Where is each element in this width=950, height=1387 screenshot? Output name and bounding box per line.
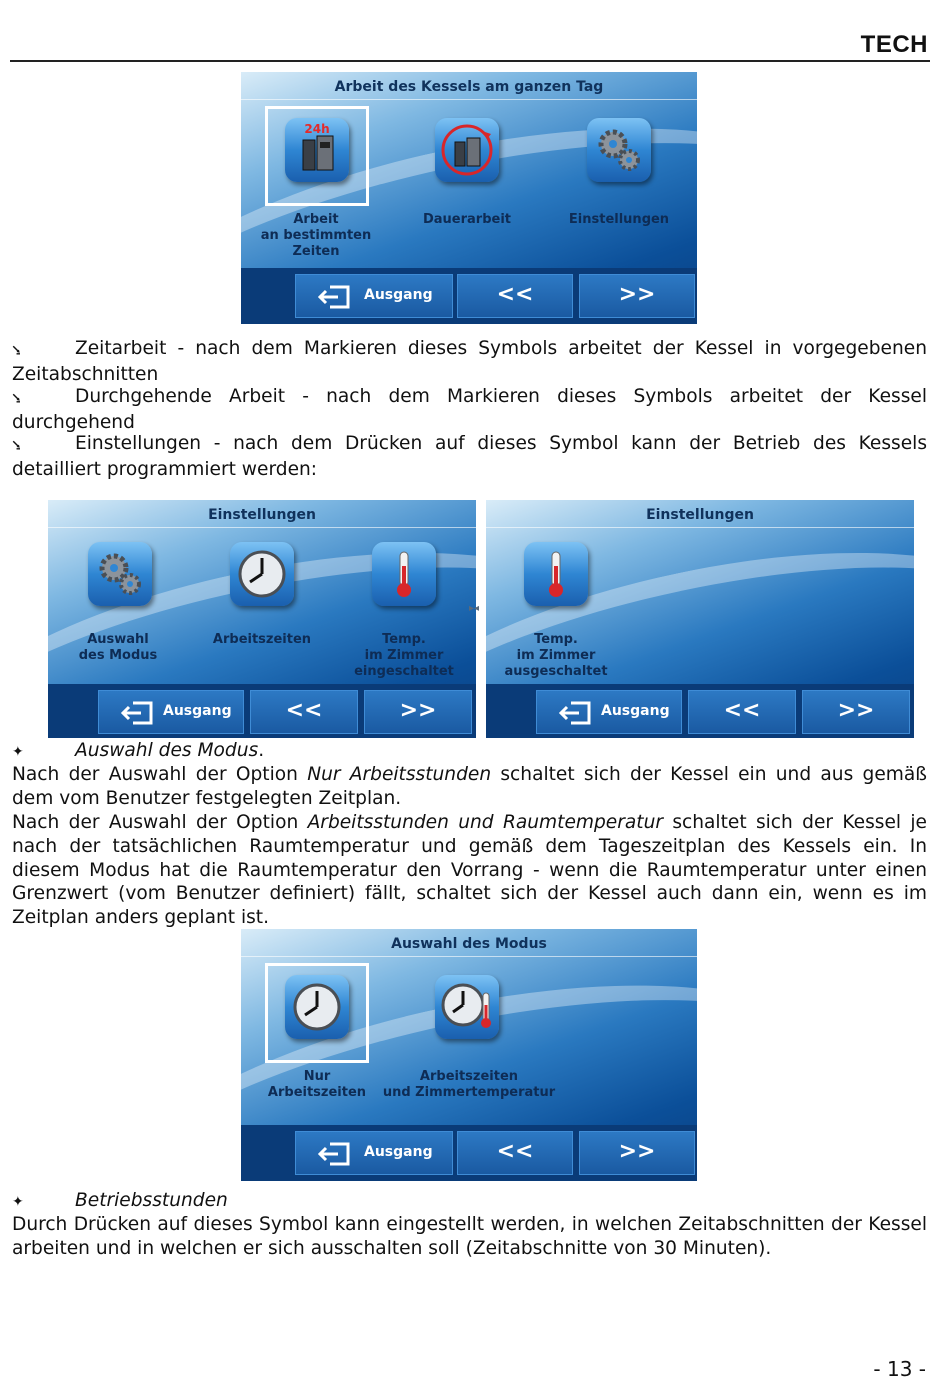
prev-label: << [496,1139,534,1164]
clock-icon[interactable] [285,975,349,1039]
exit-label: Ausgang [364,287,433,303]
exit-icon [318,1142,352,1166]
exit-label: Ausgang [163,703,232,719]
list-item-text: Zeitarbeit - nach dem Markieren dieses Symbols arbeitet der Kessel in vorgegebenen Zeitabschnitten [12,338,927,385]
heading-text: Betriebsstunden [75,1190,228,1211]
screen-settings-page2 [486,500,914,738]
exit-icon [559,701,593,725]
heading-suffix: . [258,740,265,761]
label-room-temp-off: Temp. im Zimmer ausgeschaltet [504,632,608,679]
option-name: Nur Arbeitsstunden [307,764,492,785]
star-bullet-icon: ✦ [12,1194,24,1210]
settings-gears-icon[interactable] [587,118,651,182]
exit-button[interactable] [536,690,682,734]
label-settings: Einstellungen [568,212,670,227]
para-text: Nach der Auswahl der Option [12,812,308,833]
exit-icon [121,701,155,725]
bottom-bar [48,684,476,738]
screen-whole-day [241,72,697,324]
next-label: >> [399,698,437,723]
next-label: >> [618,1139,656,1164]
screen-title: Arbeit des Kessels am ganzen Tag [334,79,604,95]
label-room-temp-on: Temp. im Zimmer eingeschaltet [354,632,454,679]
label-hours-and-temp: Arbeitszeiten und Zimmertemperatur [382,1069,556,1100]
bottom-bar [486,684,914,738]
header-divider [10,60,930,62]
exit-icon [318,285,352,309]
bottom-bar [241,1125,697,1181]
page-number: - 13 - [873,1357,926,1381]
screen-title: Einstellungen [646,507,754,523]
arrow-bullet-icon: ⭸ [12,342,21,358]
thermometer-icon[interactable] [524,542,588,606]
screen-mode-select [241,929,697,1181]
exit-label: Ausgang [601,703,670,719]
next-button[interactable] [364,690,472,734]
prev-button[interactable] [250,690,358,734]
next-button[interactable] [579,1131,695,1175]
label-mode-select: Auswahl des Modus [78,632,158,663]
prev-label: << [723,698,761,723]
next-button[interactable] [802,690,910,734]
list-item [12,385,927,435]
timed-boiler-icon[interactable] [285,118,349,182]
prev-button[interactable] [457,1131,573,1175]
paragraph-hours-and-temp [12,811,927,930]
continuous-boiler-icon[interactable] [435,118,499,182]
next-button[interactable] [579,274,695,318]
title-divider [486,527,914,528]
arrow-bullet-icon: ⭸ [12,437,21,453]
exit-button[interactable] [295,274,453,318]
next-label: >> [837,698,875,723]
page-transition-arrows-icon: ▸◂ [469,603,480,614]
brand-logo: TECH [860,31,928,58]
option-name: Arbeitsstunden und Raumtemperatur [307,812,663,833]
mode-gears-icon[interactable] [88,542,152,606]
prev-label: << [285,698,323,723]
badge-24h: 24h [304,122,330,136]
label-working-times: Arbeitszeiten [212,632,312,647]
list-item [12,432,927,482]
list-item-text: Einstellungen - nach dem Drücken auf dieses Symbol kann der Betrieb des Kessels detailliert programmiert werden: [12,433,927,480]
list-item [12,337,927,387]
para-text: schaltet sich der Kessel ein und aus gemäß dem vom Benutzer festgelegten Zeitplan. [12,764,927,809]
thermometer-icon[interactable] [372,542,436,606]
para-text: schaltet sich der Kessel je nach der tatsächlichen Raumtemperatur und gemäß dem Tageszeitplan des Kessels ein. In diesem Modus hat die Raumtemperatur den Vorrang - wenn die Raumtemperatur unter einen Grenzwert (vom Benutzer definiert) fällt, schaltet sich der Kessel auch dann ein, wenn es im Zeitplan anders geplant ist. [12,812,927,929]
bottom-bar [241,268,697,324]
section-heading-mode [12,739,927,765]
prev-label: << [496,282,534,307]
exit-button[interactable] [295,1131,453,1175]
label-only-hours: Nur Arbeitszeiten [267,1069,367,1100]
label-timed-work: Arbeit an bestimmten Zeiten [260,212,372,259]
heading-text: Auswahl des Modus [75,740,259,761]
section-heading-hours [12,1189,927,1215]
arrow-bullet-icon: ⭸ [12,390,21,406]
title-divider [241,956,697,957]
clock-icon[interactable] [230,542,294,606]
clock-thermometer-icon[interactable] [435,975,499,1039]
exit-button[interactable] [98,690,244,734]
title-divider [48,527,476,528]
prev-button[interactable] [688,690,796,734]
next-label: >> [618,282,656,307]
para-text: Nach der Auswahl der Option [12,764,308,785]
list-item-text: Durchgehende Arbeit - nach dem Markieren dieses Symbols arbeitet der Kessel durchgehend [12,386,927,433]
star-bullet-icon: ✦ [12,744,24,760]
label-continuous-work: Dauerarbeit [422,212,512,227]
screen-title: Einstellungen [208,507,316,523]
paragraph-only-hours [12,763,927,811]
screen-title: Auswahl des Modus [391,936,547,952]
title-divider [241,99,697,100]
screen-settings-page1 [48,500,476,738]
paragraph-operating-hours: Durch Drücken auf dieses Symbol kann eingestellt werden, in welchen Zeitabschnitten der Kessel arbeiten und in welchen er sich ausschalten soll (Zeitabschnitte von 30 Minuten). [12,1214,927,1259]
prev-button[interactable] [457,274,573,318]
exit-label: Ausgang [364,1144,433,1160]
